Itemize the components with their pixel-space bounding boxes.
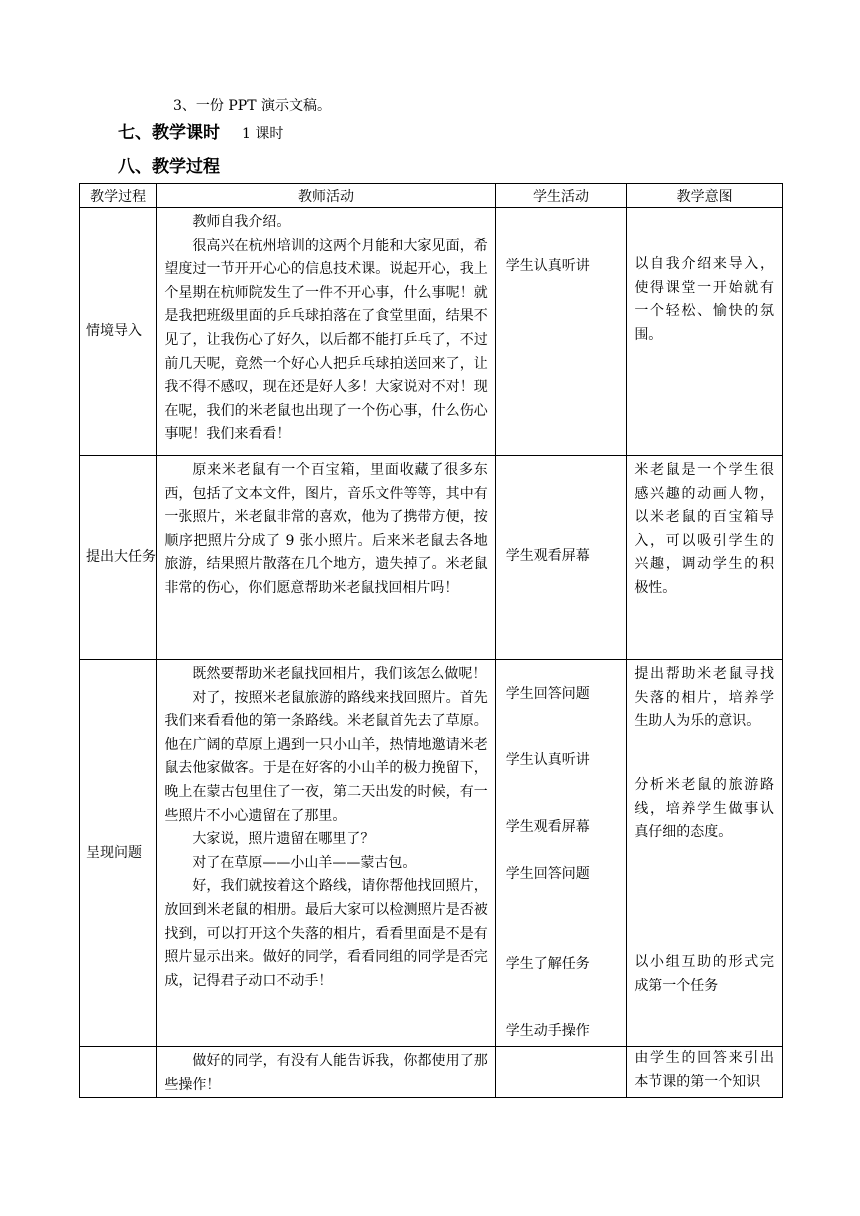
intent-paragraph: 米老鼠是一个学生很感兴趣的动画人物，以米老鼠的百宝箱导入，可以吸引学生的兴趣，调动学生的积极性。 xyxy=(634,462,774,596)
intent-paragraph: 分析米老鼠的旅游路线，培养学生做事认真仔细的态度。 xyxy=(634,777,774,841)
table-header-row xyxy=(80,184,783,208)
table-row xyxy=(80,1047,783,1098)
student-activity: 学生观看屏幕 xyxy=(505,548,590,564)
intent-paragraph: 提出帮助米老鼠寻找失落的相片，培养学生助人为乐的意识。 xyxy=(634,666,774,730)
teacher-paragraph: 原来米老鼠有一个百宝箱，里面收藏了很多东西，包括了文本文件，图片，音乐文件等等，其中有一张照片，米老鼠非常的喜欢，他为了携带方便，按顺序把照片分成了 9 张小照片。后来米老鼠去各地旅游，结果照片散落在几个地方，遗失掉了。米老鼠非常的伤心，你们愿意帮助米老鼠找回相片吗！ xyxy=(164,462,488,596)
student-activity-cell xyxy=(495,208,627,456)
section-lesson-hours-title: 七、教学课时 xyxy=(118,123,220,143)
teacher-paragraph: 对了在草原——小山羊——蒙古包。 xyxy=(192,854,417,871)
teacher-activity-cell xyxy=(157,456,495,660)
student-activity: 学生回答问题 xyxy=(505,686,590,702)
header-stage: 教学过程 xyxy=(80,184,157,208)
teaching-intent-cell xyxy=(627,660,783,1047)
teacher-paragraph: 教师自我介绍。 xyxy=(192,214,291,230)
table-row xyxy=(80,660,783,1047)
table-row xyxy=(80,208,783,456)
section-lesson-hours xyxy=(118,122,283,145)
student-activity: 学生观看屏幕 xyxy=(505,819,590,835)
teacher-paragraph: 既然要帮助米老鼠找回相片，我们该怎么做呢！ xyxy=(192,666,487,682)
table-row xyxy=(80,456,783,660)
teaching-intent-cell xyxy=(627,1047,783,1098)
stage-cell xyxy=(80,1047,157,1098)
student-activity: 学生回答问题 xyxy=(505,866,590,882)
teacher-activity-cell xyxy=(157,208,495,456)
teaching-intent-cell xyxy=(627,208,783,456)
student-activity-cell xyxy=(495,660,627,1047)
student-activity: 学生了解任务 xyxy=(505,956,590,972)
teaching-intent-cell xyxy=(627,456,783,660)
teacher-activity-cell xyxy=(157,1047,495,1098)
teacher-activity-cell xyxy=(157,660,495,1047)
teaching-process-table xyxy=(79,183,783,1098)
header-student-activity: 学生活动 xyxy=(495,184,627,208)
student-activity: 学生动手操作 xyxy=(505,1023,590,1039)
stage-cell: 呈现问题 xyxy=(80,660,157,1047)
student-activity: 学生认真听讲 xyxy=(505,258,590,274)
intent-paragraph: 以自我介绍来导入，使得课堂一开始就有一个轻松、愉快的氛围。 xyxy=(634,256,774,343)
header-teaching-intent: 教学意图 xyxy=(627,184,783,208)
student-activity-cell xyxy=(495,456,627,660)
lesson-hours-value: 1 课时 xyxy=(242,126,284,142)
teacher-paragraph: 很高兴在杭州培训的这两个月能和大家见面，希望度过一节开开心心的信息技术课。说起开心，我上个星期在杭师院发生了一件不开心事，什么事呢！就是我把班级里面的乒乓球拍落在了食堂里面，结果不见了，让我伤心了好久，以后都不能打乒乓了，不过前几天呢，竟然一个好心人把乒乓球拍送回来了，让我不得不感叹，现在还是好人多！大家说对不对！现在呢，我们的米老鼠也出现了一个伤心事，什么伤心事呢！我们来看看！ xyxy=(164,237,488,443)
intent-paragraph: 由学生的回答来引出本节课的第一个知识 xyxy=(634,1050,774,1090)
student-activity-cell xyxy=(495,1047,627,1098)
section-teaching-process-title: 八、教学过程 xyxy=(118,157,220,177)
intent-paragraph: 以小组互助的形式完成第一个任务 xyxy=(634,954,774,994)
teacher-paragraph: 对了，按照米老鼠旅游的路线来找回照片。首先我们来看看他的第一条路线。米老鼠首先去了草原。他在广阔的草原上遇到一只小山羊，热情地邀请米老鼠去他家做客。于是在好客的小山羊的极力挽留下，晚上在蒙古包里住了一夜，第二天出发的时候，有一些照片不小心遗留在了那里。 xyxy=(164,689,488,824)
teacher-paragraph: 做好的同学，有没有人能告诉我，你都使用了那些操作！ xyxy=(164,1053,488,1093)
materials-item-3: 3、一份 PPT 演示文稿。 xyxy=(173,98,331,114)
student-activity: 学生认真听讲 xyxy=(505,752,590,768)
stage-cell: 情境导入 xyxy=(80,208,157,456)
teacher-paragraph: 大家说，照片遗留在哪里了？ xyxy=(192,831,375,848)
header-teacher-activity: 教师活动 xyxy=(157,184,495,208)
teacher-paragraph: 好，我们就按着这个路线，请你帮他找回照片，放回到米老鼠的相册。最后大家可以检测照片是否被找到，可以打开这个失落的相片，看看里面是不是有照片显示出来。做好的同学，看看同组的同学是否完成，记得君子动口不动手！ xyxy=(164,878,488,989)
stage-cell: 提出大任务 xyxy=(80,456,157,660)
